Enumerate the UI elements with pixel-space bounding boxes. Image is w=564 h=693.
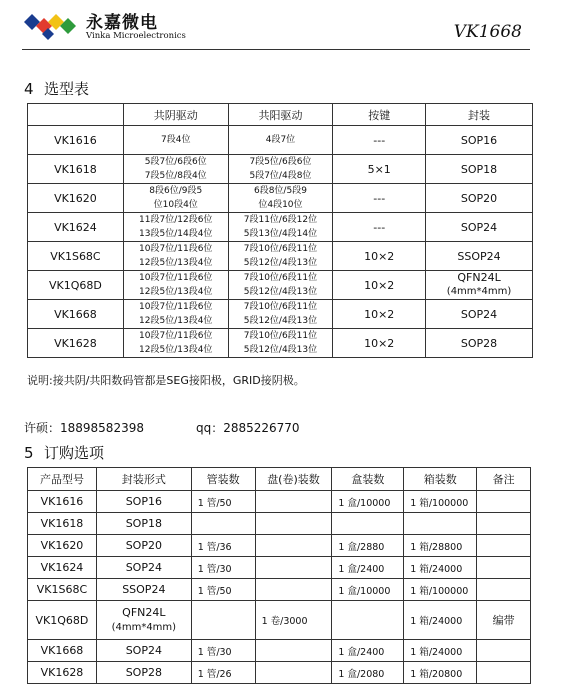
reel-cell xyxy=(255,579,332,601)
header-cell: 共阳驱动 xyxy=(228,104,333,126)
carton-cell: 1 箱/100000 xyxy=(404,491,477,513)
table-row xyxy=(28,329,533,358)
section-5-title xyxy=(24,442,104,463)
package-cell: SOP18 xyxy=(426,155,533,184)
package-cell: SOP20 xyxy=(96,535,191,557)
table-row xyxy=(28,126,533,155)
header-cell: 产品型号 xyxy=(28,468,97,491)
model-cell: VK1618 xyxy=(28,513,97,535)
cathode-cell xyxy=(123,300,228,329)
package-line: (4mm*4mm) xyxy=(111,622,177,633)
table-row xyxy=(28,300,533,329)
package-line: QFN24L xyxy=(122,606,166,619)
package-line: (4mm*4mm) xyxy=(446,286,512,297)
tube-cell: 1 管/26 xyxy=(191,662,255,684)
cathode-line: 12段5位/13段4位 xyxy=(139,287,213,297)
document-code: VK1668 xyxy=(453,22,522,42)
keys-cell: --- xyxy=(333,213,426,242)
anode-line: 7段11位/6段12位 xyxy=(243,215,318,225)
model-cell: VK1616 xyxy=(28,491,97,513)
model-cell: VK1Q68D xyxy=(28,271,124,300)
carton-cell: 1 箱/24000 xyxy=(404,640,477,662)
cathode-line: 8段6位/9段5 xyxy=(149,186,203,196)
contact-info xyxy=(24,419,300,436)
model-cell: VK1Q68D xyxy=(28,601,97,640)
header-cell xyxy=(28,104,124,126)
section-5-label: 订购选项 xyxy=(44,444,105,462)
package-cell: SOP16 xyxy=(96,491,191,513)
model-cell: VK1624 xyxy=(28,557,97,579)
anode-cell xyxy=(228,300,333,329)
package-cell: SOP24 xyxy=(96,557,191,579)
table-row xyxy=(28,271,533,300)
header-cell: 箱装数 xyxy=(404,468,477,491)
package-cell xyxy=(96,601,191,640)
cathode-line: 11段7位/12段6位 xyxy=(139,215,213,225)
anode-cell xyxy=(228,126,333,155)
anode-line: 7段10位/6段11位 xyxy=(243,273,318,283)
model-cell: VK1628 xyxy=(28,662,97,684)
table-row xyxy=(28,535,531,557)
reel-cell xyxy=(255,513,332,535)
header-cell: 共阴驱动 xyxy=(123,104,228,126)
package-cell: SOP24 xyxy=(426,213,533,242)
header-cell: 按键 xyxy=(333,104,426,126)
package-cell xyxy=(426,271,533,300)
tube-cell: 1 管/30 xyxy=(191,557,255,579)
section-4-number: 4 xyxy=(24,80,34,98)
ordering-table xyxy=(27,467,531,684)
cathode-line: 13段5位/14段4位 xyxy=(139,229,213,239)
cathode-cell xyxy=(123,271,228,300)
remark-cell xyxy=(477,491,531,513)
package-cell: SSOP24 xyxy=(96,579,191,601)
package-cell: SOP18 xyxy=(96,513,191,535)
table-row xyxy=(28,579,531,601)
table-row xyxy=(28,491,531,513)
header-divider xyxy=(22,49,530,50)
anode-cell xyxy=(228,242,333,271)
table-row xyxy=(28,213,533,242)
model-cell: VK1616 xyxy=(28,126,124,155)
box-cell: 1 盒/2880 xyxy=(332,535,404,557)
cathode-cell xyxy=(123,155,228,184)
anode-line: 5段13位/4段14位 xyxy=(243,229,318,239)
table-row xyxy=(28,557,531,579)
anode-cell xyxy=(228,213,333,242)
selection-table xyxy=(27,103,533,358)
carton-cell: 1 箱/20800 xyxy=(404,662,477,684)
package-cell: SSOP24 xyxy=(426,242,533,271)
package-cell: SOP16 xyxy=(426,126,533,155)
contact-name-phone: 许硕：18898582398 xyxy=(24,421,144,435)
selection-table-header xyxy=(28,104,533,126)
cathode-line: 位10段4位 xyxy=(153,200,198,210)
remark-cell xyxy=(477,579,531,601)
keys-cell: 10×2 xyxy=(333,329,426,358)
anode-line: 5段12位/4段13位 xyxy=(243,258,318,268)
box-cell: 1 盒/10000 xyxy=(332,579,404,601)
cathode-cell xyxy=(123,213,228,242)
table-row xyxy=(28,640,531,662)
table-row xyxy=(28,513,531,535)
anode-line: 7段5位/6段6位 xyxy=(249,157,312,167)
table-row xyxy=(28,601,531,640)
remark-cell xyxy=(477,662,531,684)
model-cell: VK1618 xyxy=(28,155,124,184)
anode-line: 5段12位/4段13位 xyxy=(243,316,318,326)
section-4-title xyxy=(24,78,89,99)
model-cell: VK1668 xyxy=(28,640,97,662)
package-cell: SOP24 xyxy=(426,300,533,329)
cathode-line: 10段7位/11段6位 xyxy=(139,331,213,341)
box-cell: 1 盒/2400 xyxy=(332,557,404,579)
tube-cell xyxy=(191,601,255,640)
brand-name-en: Vinka Microelectronics xyxy=(86,31,186,41)
remark-cell: 编带 xyxy=(477,601,531,640)
tube-cell: 1 管/50 xyxy=(191,579,255,601)
header-cell: 封装 xyxy=(426,104,533,126)
model-cell: VK1668 xyxy=(28,300,124,329)
package-cell: SOP28 xyxy=(96,662,191,684)
cathode-line: 10段7位/11段6位 xyxy=(139,273,213,283)
cathode-cell xyxy=(123,329,228,358)
cathode-line: 5段7位/6段6位 xyxy=(144,157,207,167)
model-cell: VK1620 xyxy=(28,184,124,213)
reel-cell: 1 卷/3000 xyxy=(255,601,332,640)
cathode-line: 7段5位/8段4位 xyxy=(144,171,207,181)
section-4-label: 选型表 xyxy=(44,80,90,98)
table-row xyxy=(28,184,533,213)
cathode-line: 10段7位/11段6位 xyxy=(139,244,213,254)
package-cell: SOP20 xyxy=(426,184,533,213)
reel-cell xyxy=(255,535,332,557)
anode-line: 6段8位/5段9 xyxy=(253,186,307,196)
package-cell: SOP28 xyxy=(426,329,533,358)
tube-cell: 1 管/50 xyxy=(191,491,255,513)
brand-name-cn: 永嘉微电 xyxy=(86,13,158,33)
table-row xyxy=(28,242,533,271)
anode-line: 7段10位/6段11位 xyxy=(243,244,318,254)
anode-line: 7段10位/6段11位 xyxy=(243,331,318,341)
anode-line: 5段7位/4段8位 xyxy=(249,171,312,181)
cathode-line: 12段5位/13段4位 xyxy=(139,345,213,355)
cathode-line: 7段4位 xyxy=(161,135,191,145)
anode-line: 7段10位/6段11位 xyxy=(243,302,318,312)
anode-line: 5段12位/4段13位 xyxy=(243,345,318,355)
page-header xyxy=(0,0,564,52)
keys-cell: 10×2 xyxy=(333,300,426,329)
reel-cell xyxy=(255,491,332,513)
keys-cell: 10×2 xyxy=(333,271,426,300)
contact-qq: qq：2885226770 xyxy=(195,421,300,435)
cathode-line: 12段5位/13段4位 xyxy=(139,316,213,326)
cathode-cell xyxy=(123,242,228,271)
package-cell: SOP24 xyxy=(96,640,191,662)
selection-note: 说明:接共阴/共阳数码管都是SEG接阳极，GRID接阴极。 xyxy=(27,374,305,387)
header-cell: 备注 xyxy=(477,468,531,491)
carton-cell: 1 箱/24000 xyxy=(404,557,477,579)
cathode-cell xyxy=(123,126,228,155)
keys-cell: 10×2 xyxy=(333,242,426,271)
cathode-line: 12段5位/13段4位 xyxy=(139,258,213,268)
model-cell: VK1628 xyxy=(28,329,124,358)
anode-cell xyxy=(228,184,333,213)
header-cell: 封装形式 xyxy=(96,468,191,491)
anode-cell xyxy=(228,329,333,358)
remark-cell xyxy=(477,513,531,535)
carton-cell: 1 箱/24000 xyxy=(404,601,477,640)
box-cell: 1 盒/10000 xyxy=(332,491,404,513)
box-cell: 1 盒/2400 xyxy=(332,640,404,662)
tube-cell: 1 管/30 xyxy=(191,640,255,662)
anode-line: 4段7位 xyxy=(265,135,296,145)
model-cell: VK1620 xyxy=(28,535,97,557)
keys-cell: --- xyxy=(333,184,426,213)
carton-cell: 1 箱/28800 xyxy=(404,535,477,557)
remark-cell xyxy=(477,557,531,579)
keys-cell: --- xyxy=(333,126,426,155)
box-cell xyxy=(332,513,404,535)
table-row xyxy=(28,155,533,184)
table-row xyxy=(28,662,531,684)
ordering-table-header xyxy=(28,468,531,491)
anode-cell xyxy=(228,155,333,184)
anode-line: 位4段10位 xyxy=(258,200,303,210)
header-cell: 盘(卷)装数 xyxy=(255,468,332,491)
tube-cell: 1 管/36 xyxy=(191,535,255,557)
remark-cell xyxy=(477,640,531,662)
section-5-number: 5 xyxy=(24,444,34,462)
anode-cell xyxy=(228,271,333,300)
header-cell: 盒装数 xyxy=(332,468,404,491)
carton-cell: 1 箱/100000 xyxy=(404,579,477,601)
remark-cell xyxy=(477,535,531,557)
anode-line: 5段12位/4段13位 xyxy=(243,287,318,297)
model-cell: VK1S68C xyxy=(28,579,97,601)
tube-cell xyxy=(191,513,255,535)
package-line: QFN24L xyxy=(457,271,501,284)
reel-cell xyxy=(255,557,332,579)
model-cell: VK1624 xyxy=(28,213,124,242)
cathode-cell xyxy=(123,184,228,213)
box-cell: 1 盒/2080 xyxy=(332,662,404,684)
box-cell xyxy=(332,601,404,640)
reel-cell xyxy=(255,640,332,662)
model-cell: VK1S68C xyxy=(28,242,124,271)
carton-cell xyxy=(404,513,477,535)
cathode-line: 10段7位/11段6位 xyxy=(139,302,213,312)
vinka-logo-icon xyxy=(22,12,82,42)
header-cell: 管装数 xyxy=(191,468,255,491)
keys-cell: 5×1 xyxy=(333,155,426,184)
reel-cell xyxy=(255,662,332,684)
